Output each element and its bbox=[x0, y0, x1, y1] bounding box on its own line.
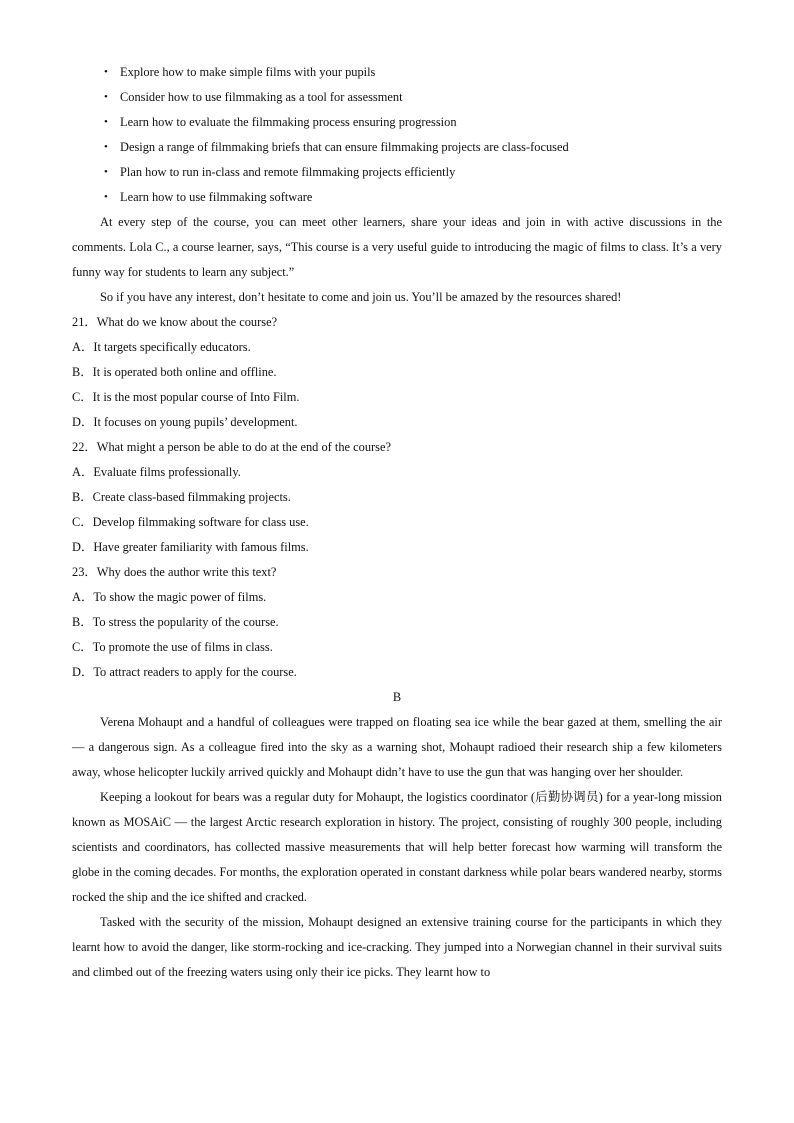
paragraph: Tasked with the security of the mission, Mohaupt designed an extensive training course for the participants in which they learnt how to avoid the danger, like storm-rocking and ice-cracking. They jumped into a Norwegian channel in their survival suits and climbed out of the freezing waters using only their ice picks. They learnt how to bbox=[72, 915, 722, 979]
option-b: B．It is operated both online and offline. bbox=[72, 365, 277, 379]
document-page bbox=[72, 60, 722, 985]
option-a: A．To show the magic power of films. bbox=[72, 590, 267, 604]
question-21 bbox=[72, 310, 722, 435]
bullet-icon: • bbox=[104, 166, 108, 178]
bullet-icon: • bbox=[104, 66, 108, 78]
option-d: D．It focuses on young pupils’ development. bbox=[72, 415, 298, 429]
question-22 bbox=[72, 435, 722, 560]
bullet-icon: • bbox=[104, 116, 108, 128]
option-d: D．To attract readers to apply for the course. bbox=[72, 665, 297, 679]
question-23 bbox=[72, 560, 722, 685]
paragraph: Keeping a lookout for bears was a regular duty for Mohaupt, the logistics coordinator (后勤协调员) for a year-long mission known as MOSAiC — the largest Arctic research exploration in history. The project, consisting of roughly 300 people, including scientists and coordinators, has collected massive measurements that will help better forecast how warming will transform the globe in the coming decades. For months, the exploration operated in constant darkness while polar bears wandered nearby, storms rocked the ship and the ice shifted and cracked. bbox=[72, 790, 722, 904]
option-a: A．It targets specifically educators. bbox=[72, 340, 251, 354]
list-item: • Consider how to use filmmaking as a tool for assessment bbox=[72, 85, 722, 110]
bullet-icon: • bbox=[104, 91, 108, 103]
list-item: • Design a range of filmmaking briefs that can ensure filmmaking projects are class-focused bbox=[72, 135, 722, 160]
paragraph: At every step of the course, you can meet other learners, share your ideas and join in with active discussions in the comments. Lola C., a course learner, says, “This course is a very useful guide to introducing the magic of films to class. It’s a very funny way for students to learn any subject.” bbox=[72, 215, 722, 279]
paragraph: Verena Mohaupt and a handful of colleagues were trapped on floating sea ice while the bear gazed at them, smelling the air — a dangerous sign. As a colleague fired into the sky as a warning shot, Mohaupt radioed their research ship a few kilometers away, whose helicopter luckily arrived quickly and Mohaupt didn’t have to use the gun that was hanging over her shoulder. bbox=[72, 715, 722, 779]
paragraph: So if you have any interest, don’t hesitate to come and join us. You’ll be amazed by the resources shared! bbox=[100, 290, 622, 304]
option-d: D．Have greater familiarity with famous films. bbox=[72, 540, 309, 554]
bullet-icon: • bbox=[104, 191, 108, 203]
option-b: B．Create class-based filmmaking projects. bbox=[72, 490, 291, 504]
list-item: • Plan how to run in-class and remote filmmaking projects efficiently bbox=[72, 160, 722, 185]
list-item: • Explore how to make simple films with your pupils bbox=[72, 60, 722, 85]
question-stem: 21．What do we know about the course? bbox=[72, 315, 278, 329]
bullet-list bbox=[72, 60, 722, 210]
bullet-icon: • bbox=[104, 141, 108, 153]
list-item: • Learn how to use filmmaking software bbox=[72, 185, 722, 210]
option-c: C．It is the most popular course of Into Film. bbox=[72, 390, 300, 404]
question-stem: 23．Why does the author write this text? bbox=[72, 565, 277, 579]
option-a: A．Evaluate films professionally. bbox=[72, 465, 241, 479]
option-b: B．To stress the popularity of the course. bbox=[72, 615, 279, 629]
option-c: C．To promote the use of films in class. bbox=[72, 640, 273, 654]
section-title: B bbox=[392, 690, 402, 704]
option-c: C．Develop filmmaking software for class use. bbox=[72, 515, 309, 529]
list-item: • Learn how to evaluate the filmmaking process ensuring progression bbox=[72, 110, 722, 135]
question-stem: 22．What might a person be able to do at the end of the course? bbox=[72, 440, 391, 454]
